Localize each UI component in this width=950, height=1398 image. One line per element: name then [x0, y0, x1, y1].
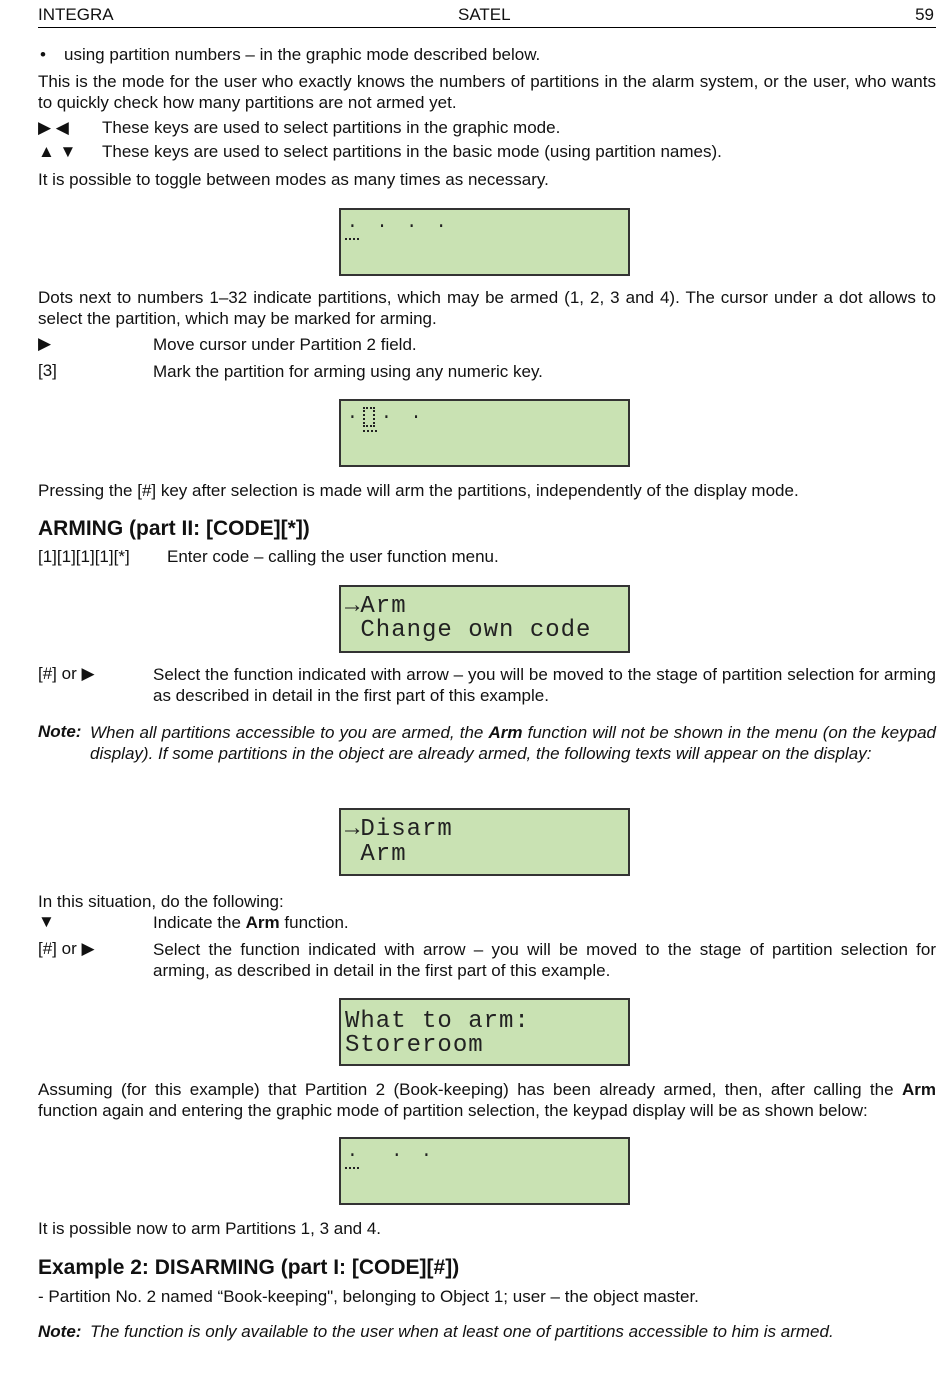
lcd-line2: Arm [345, 841, 407, 868]
lcd-display-graphic [339, 208, 630, 276]
page-number: 59 [915, 5, 934, 24]
step-mark-key: [3] [38, 361, 57, 380]
lcd-dots-right: . . [381, 404, 426, 424]
para-dots: Dots next to numbers 1–32 indicate partitions, which may be armed (1, 2, 3 and 4). The cursor under a dot allows to select the partition, which may be marked for arming. [38, 288, 936, 328]
step-mark-text: Mark the partition for arming using any numeric key. [153, 362, 543, 381]
key-left-right: ▶ ◀ [38, 118, 69, 137]
lcd-cursor [345, 1167, 359, 1169]
heading-arming-part2: ARMING (part II: [CODE][*]) [38, 517, 310, 540]
note1-label: Note: [38, 722, 82, 741]
para-partition: - Partition No. 2 named “Book-keeping", belonging to Object 1; user – the object master. [38, 1287, 699, 1306]
lcd-dots: . . . [347, 1142, 436, 1162]
para-possible: It is possible now to arm Partitions 1, 3 and 4. [38, 1219, 382, 1238]
lcd-line1: →Disarm [345, 816, 453, 843]
lcd-line1: →Arm [345, 593, 407, 620]
key-up-down-desc: These keys are used to select partitions in the basic mode (using partition names). [102, 142, 722, 161]
step-enter-key: [1][1][1][1][*] [38, 547, 130, 566]
lcd-display-graphic-armed [339, 1137, 630, 1205]
note2-label: Note: [38, 1322, 82, 1341]
lcd-display-what-to-arm [339, 998, 630, 1066]
lcd-marked-block [363, 407, 375, 427]
note1-bold: Arm [488, 723, 523, 742]
header-left: INTEGRA [38, 5, 114, 24]
step-select1-text: Select the function indicated with arrow – you will be moved to the stage of partition selection for arming as described in detail in the first part of this example. [153, 665, 936, 705]
lcd-display-disarm [339, 808, 630, 876]
header-center: SATEL [458, 5, 511, 24]
step-move-text: Move cursor under Partition 2 field. [153, 335, 417, 354]
header-rule [38, 27, 936, 28]
heading-example2: Example 2: DISARMING (part I: [CODE][#]) [38, 1256, 460, 1279]
lcd-display-menu [339, 585, 630, 653]
step-indicate-text: Indicate the Arm function. [153, 913, 349, 932]
step-move-key: ▶ [38, 334, 52, 353]
para-assume: Assuming (for this example) that Partition 2 (Book-keeping) has been already armed, then, after calling the Arm function again and entering the graphic mode of partition selection, the keypad display will be as shown below: [38, 1080, 936, 1120]
step-indicate-key: ▼ [38, 912, 55, 931]
para-toggle: It is possible to toggle between modes as many times as necessary. [38, 170, 549, 189]
para-situation: In this situation, do the following: [38, 892, 284, 911]
para-hash: Pressing the [#] key after selection is made will arm the partitions, independently of the display mode. [38, 481, 799, 500]
key-up-down: ▲ ▼ [38, 142, 77, 161]
lcd-display-marked [339, 399, 630, 467]
lcd-cursor [345, 238, 359, 240]
step-enter-text: Enter code – calling the user function menu. [167, 547, 499, 566]
lcd-dots: . . . . [347, 213, 451, 233]
lcd-cursor [363, 430, 377, 432]
lcd-line2: Storeroom [345, 1032, 484, 1059]
lcd-line1: What to arm: [345, 1008, 530, 1035]
bullet-dot: • [40, 45, 46, 64]
step-select2-key: [#] or ▶ [38, 939, 95, 958]
lcd-dot-left: . [347, 404, 362, 424]
step-select2-text: Select the function indicated with arrow – you will be moved to the stage of partition selection for arming, as described in detail in the first part of this example. [153, 940, 936, 980]
step-select1-key: [#] or ▶ [38, 664, 95, 683]
key-left-right-desc: These keys are used to select partitions in the graphic mode. [102, 118, 561, 137]
note1-text: When all partitions accessible to you are armed, the Arm function will not be shown in the menu (on the keypad display). If some partitions in the object are already armed, the following texts will appear on the display: [90, 723, 936, 763]
note2-text: The function is only available to the user when at least one of partitions accessible to him is armed. [90, 1322, 834, 1341]
bullet-item: using partition numbers – in the graphic mode described below. [64, 45, 541, 64]
lcd-line2: Change own code [345, 617, 592, 644]
para-mode: This is the mode for the user who exactly knows the numbers of partitions in the alarm system, or the user, who wants to quickly check how many partitions are not armed yet. [38, 72, 936, 112]
